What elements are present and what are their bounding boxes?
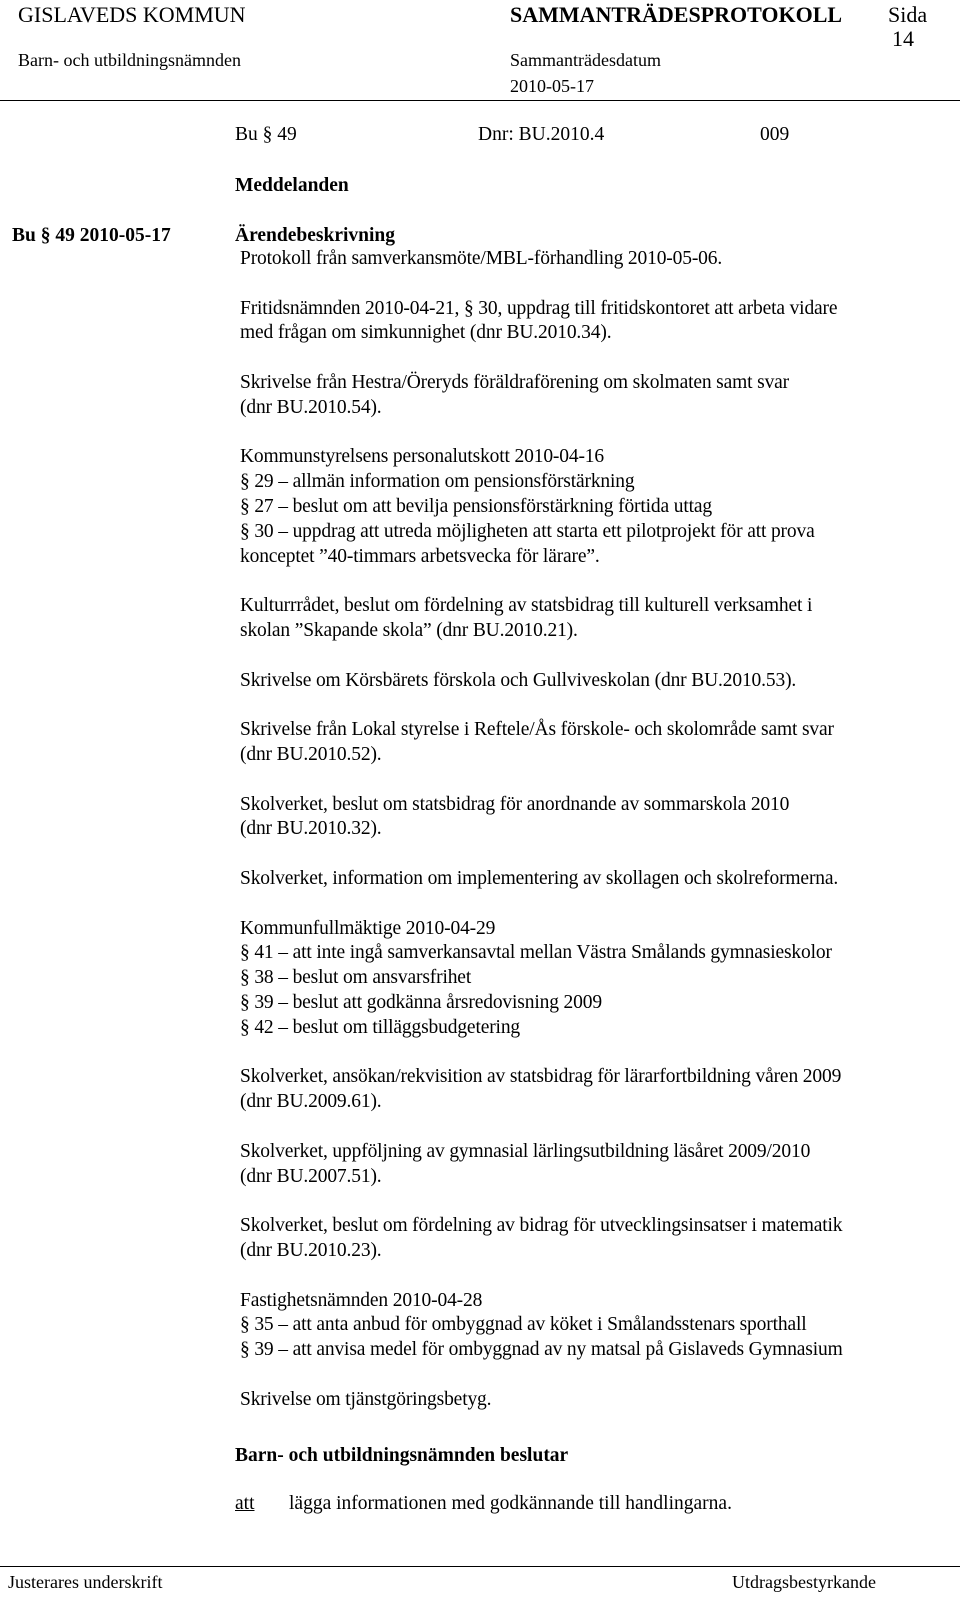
item-12-line-1: Skolverket, uppföljning av gymnasial lärlingsutbildning läsåret 2009/2010	[240, 1140, 811, 1162]
item-5-line-2: skolan ”Skapande skola” (dnr BU.2010.21).	[240, 620, 578, 641]
header-divider	[0, 100, 960, 101]
item-10-line-2: § 41 – att inte ingå samverkansavtal mellan Västra Smålands gymnasieskolor	[240, 942, 832, 964]
item-15-line-1: Skrivelse om tjänstgöringsbetyg.	[240, 1388, 492, 1410]
page-number: 14	[892, 26, 914, 51]
item-12-line-2: (dnr BU.2007.51).	[240, 1165, 382, 1187]
item-5-line-1: Kulturrrådet, beslut om fördelning av statsbidrag till kulturell verksamhet i	[240, 595, 813, 617]
item-7-line-1: Skrivelse från Lokal styrelse i Reftele/Ås förskole- och skolområde samt svar	[240, 719, 834, 741]
item-4-line-5: konceptet ”40-timmars arbetsvecka för lärare”.	[240, 545, 600, 567]
page-label: Sida	[888, 2, 928, 27]
item-9-line-1: Skolverket, information om implementering av skollagen och skolreformerna.	[240, 868, 839, 889]
item-13-line-2: (dnr BU.2010.23).	[240, 1240, 382, 1261]
item-4-line-4: § 30 – uppdrag att utreda möjligheten att starta ett pilotprojekt för att prova	[240, 520, 815, 542]
item-8-line-2: (dnr BU.2010.32).	[240, 818, 382, 840]
item-3-line-2: (dnr BU.2010.54).	[240, 396, 382, 418]
case-title: Meddelanden	[235, 175, 349, 196]
item-10-line-1: Kommunfullmäktige 2010-04-29	[240, 917, 496, 939]
item-14-line-2: § 35 – att anta anbud för ombyggnad av köket i Smålandsstenars sporthall	[240, 1314, 807, 1336]
certification-label: Utdragsbestyrkande	[732, 1572, 876, 1592]
item-10-line-5: § 42 – beslut om tilläggsbudgetering	[240, 1016, 521, 1038]
item-1-line-1: Protokoll från samverkansmöte/MBL-förhandling 2010-05-06.	[240, 248, 723, 269]
diary-code: 009	[760, 124, 790, 145]
item-13-line-1: Skolverket, beslut om fördelning av bidrag för utvecklingsinsatser i matematik	[240, 1215, 843, 1237]
diary-number: Dnr: BU.2010.4	[478, 124, 605, 145]
signature-label: Justerares underskrift	[8, 1572, 163, 1592]
decision-text: lägga informationen med godkännande till handlingarna.	[289, 1493, 732, 1514]
item-14-line-1: Fastighetsnämnden 2010-04-28	[240, 1289, 483, 1311]
description-heading: Ärendebeskrivning	[235, 225, 395, 246]
item-2-line-1: Fritidsnämnden 2010-04-21, § 30, uppdrag till fritidskontoret att arbeta vidare	[240, 297, 838, 319]
case-side-reference: Bu § 49 2010-05-17	[12, 225, 171, 246]
item-4-line-2: § 29 – allmän information om pensionsförstärkning	[240, 471, 635, 493]
meeting-date-label: Sammanträdesdatum	[510, 50, 661, 70]
item-2-line-2: med frågan om simkunnighet (dnr BU.2010.34).	[240, 322, 612, 344]
item-4-line-3: § 27 – beslut om att bevilja pensionsförstärkning förtida uttag	[240, 496, 713, 517]
item-7-line-2: (dnr BU.2010.52).	[240, 744, 382, 765]
meeting-date: 2010-05-17	[510, 76, 594, 96]
item-11-line-2: (dnr BU.2009.61).	[240, 1091, 382, 1113]
item-6-line-1: Skrivelse om Körsbärets förskola och Gullviveskolan (dnr BU.2010.53).	[240, 669, 797, 691]
item-8-line-1: Skolverket, beslut om statsbidrag för anordnande av sommarskola 2010	[240, 793, 790, 815]
item-4-line-1: Kommunstyrelsens personalutskott 2010-04-16	[240, 446, 605, 468]
decision-heading: Barn- och utbildningsnämnden beslutar	[235, 1445, 569, 1466]
committee-name: Barn- och utbildningsnämnden	[18, 50, 241, 70]
footer-divider	[0, 1566, 960, 1567]
item-11-line-1: Skolverket, ansökan/rekvisition av statsbidrag för lärarfortbildning våren 2009	[240, 1066, 842, 1088]
item-10-line-4: § 39 – beslut att godkänna årsredovisning 2009	[240, 992, 602, 1013]
item-14-line-3: § 39 – att anvisa medel för ombyggnad av ny matsal på Gislaveds Gymnasium	[240, 1339, 843, 1361]
decision-att: att	[235, 1493, 255, 1514]
item-10-line-3: § 38 – beslut om ansvarsfrihet	[240, 967, 472, 989]
item-3-line-1: Skrivelse från Hestra/Öreryds föräldraförening om skolmaten samt svar	[240, 372, 790, 393]
municipality-name: GISLAVEDS KOMMUN	[18, 2, 246, 27]
document-type: SAMMANTRÄDESPROTOKOLL	[510, 2, 843, 27]
case-id: Bu § 49	[235, 124, 297, 145]
